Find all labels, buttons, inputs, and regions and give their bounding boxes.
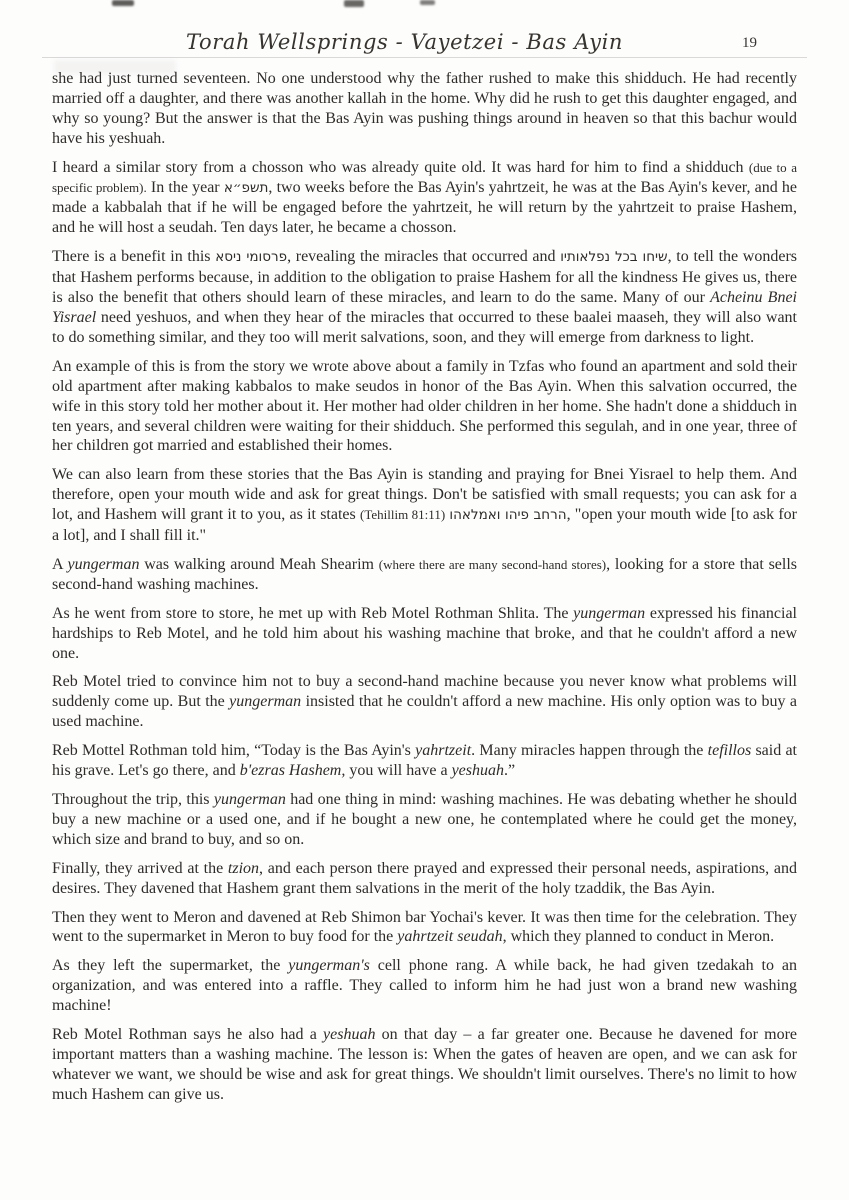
scan-artifact xyxy=(344,0,364,7)
italic-text: tefillos xyxy=(707,742,752,760)
italic-text: yahrtzeit xyxy=(415,742,472,760)
small-note: (Tehillim 81:11) xyxy=(360,507,446,523)
paragraph xyxy=(52,859,797,899)
italic-text: yungerman's xyxy=(288,957,370,975)
paragraph xyxy=(52,604,797,664)
hebrew-text: שיחו בכל נפלאותיו xyxy=(560,249,668,266)
hebrew-text: הרחב פיהו ואמלאהו xyxy=(449,507,567,524)
paragraph xyxy=(52,357,797,457)
italic-text: yungerman xyxy=(67,555,140,573)
body-text: , which they planned to conduct in Meron. xyxy=(502,928,775,946)
italic-text: yungerman xyxy=(229,693,302,711)
body-text: you will have a xyxy=(345,762,452,780)
body-text: I heard a similar story from a chosson who was already quite old. It was hard for him to find a shidduch xyxy=(52,158,749,176)
body-text: , "open your mouth wide [to ask for a lot], and I shall fill it." xyxy=(52,506,797,545)
paragraph xyxy=(52,158,797,239)
paragraph xyxy=(52,465,797,546)
hebrew-text: תשפ״א xyxy=(223,179,269,196)
body-text: , looking for a store that sells second-hand washing machines. xyxy=(52,555,798,593)
body-text: Reb Motel tried to convince him not to buy a second-hand machine because you never know what problems will suddenly come up. But the xyxy=(52,673,797,711)
body-text: she had just turned seventeen. No one understood why the father rushed to make this shidduch. He had recently married off a daughter, and there was another kallah in the home. Why did he rush to get this daughter engaged, and why so young? But the answer is that the Bas Ayin was pushing things around in heaven so that this bachur would have his yeshuah. xyxy=(52,70,797,147)
body-text: Reb Motel Rothman says he also had a xyxy=(52,1026,324,1044)
scan-artifact xyxy=(112,0,134,6)
hebrew-text: פרסומי ניסא xyxy=(215,249,288,266)
italic-text: yeshuah xyxy=(451,762,504,780)
small-note: (where there are many second-hand stores) xyxy=(378,556,607,572)
body-text: An example of this is from the story we wrote above about a family in Tzfas who found an apartment and sold their old apartment after making kabbalos to make seudos in honor of the Bas Ayin. When this salvation occurred, the wife in this story told her mother about it. Her mother had older children in her home. She hadn't done a shidduch in ten years, and several children were waiting for their shidduch. She performed this segulah, and in one year, three of her children got married and established their homes. xyxy=(52,357,797,455)
body-text: As he went from store to store, he met up with Reb Motel Rothman Shlita. The xyxy=(52,604,574,622)
italic-text: Acheinu Bnei Yisrael xyxy=(52,289,797,326)
body-text: had one thing in mind: washing machines. He was debating whether he should buy a new machine or a used one, and if he bought a new one, he contemplated where he could get the money, which size and brand to buy, and so on. xyxy=(52,791,798,848)
page-title: Torah Wellsprings - Vayetzei - Bas Ayin xyxy=(185,30,624,54)
body-text: was walking around Meah Shearim xyxy=(139,555,379,573)
body-text: As they left the supermarket, the xyxy=(52,957,289,975)
paragraph xyxy=(52,69,797,149)
small-note: (due to a specific problem). xyxy=(52,159,797,195)
body-text: A xyxy=(52,555,68,573)
paragraph xyxy=(52,741,797,781)
paragraph-list xyxy=(52,69,797,1114)
body-text: expressed his financial hardships to Reb Motel, and he told him about his washing machine that broke, and that he couldn't afford a new one. xyxy=(52,604,797,662)
body-text: cell phone rang. A while back, he had given tzedakah to an organization, and was entered into a raffle. They called to inform him he had just won a brand new washing machine! xyxy=(52,957,798,1015)
italic-text: yungerman xyxy=(573,604,646,622)
italic-text: tzion xyxy=(227,859,260,877)
body-text: Reb Mottel Rothman told him, “Today is the Bas Ayin's xyxy=(52,742,416,760)
body-text: on that day – a far greater one. Because he davened for more important matters than a washing machine. The lesson is: When the gates of heaven are open, and we can ask for whatever we want, we should be wise and ask for great things. We shouldn't limit ourselves. There's no limit to how much Hashem can give us. xyxy=(52,1026,797,1103)
page-header xyxy=(52,30,797,60)
paragraph xyxy=(52,956,797,1016)
body-text: , two weeks before the Bas Ayin's yahrtzeit, he was at the Bas Ayin's kever, and he made a kabbalah that if he will be engaged before the yahrtzeit, he will return by the yahrtzeit to praise Hashem, and he will host a seudah. Ten days later, he became a chosson. xyxy=(52,178,798,237)
body-text: said at his grave. Let's go there, and xyxy=(52,742,798,780)
scan-artifact xyxy=(420,0,435,5)
italic-text: b'ezras Hashem, xyxy=(239,762,346,780)
body-text: .” xyxy=(504,762,516,780)
italic-text: yungerman xyxy=(213,791,286,808)
body-text: need yeshuos, and when they hear of the miracles that occurred to these baalei maaseh, they will also want to do something similar, and they too will merit salvations, soon, and they will emerge from darkness to light. xyxy=(52,308,797,346)
body-text: Then they went to Meron and davened at Reb Shimon bar Yochai's kever. It was then time for the celebration. They went to the supermarket in Meron to buy food for the xyxy=(52,908,797,946)
body-text: Throughout the trip, this xyxy=(52,791,214,808)
paragraph xyxy=(52,555,797,595)
body-text: We can also learn from these stories that the Bas Ayin is standing and praying for Bnei Yisrael to help them. And therefore, open your mouth wide and ask for great things. Don't be satisfied with small requests; you can ask for a lot, and Hashem will grant it to you, as it states xyxy=(52,466,797,524)
body-text: , revealing the miracles that occurred and xyxy=(287,248,561,266)
italic-text: yahrtzeit seudah xyxy=(397,928,503,946)
paragraph xyxy=(52,1025,797,1105)
body-text: insisted that he couldn't afford a new machine. His only option was to buy a used machine. xyxy=(52,693,797,731)
header-divider xyxy=(42,57,807,58)
body-text: There is a benefit in this xyxy=(52,248,216,266)
body-text: In the year xyxy=(146,178,224,196)
body-text: , to tell the wonders that Hashem performs because, in addition to the obligation to praise Hashem for all the kindness He gives us, there is also the benefit that others should learn of these miracles, and learn to do the same. Many of our xyxy=(52,248,798,307)
paragraph xyxy=(52,247,797,348)
body-text: , and each person there prayed and expressed their personal needs, aspirations, and desires. They davened that Hashem grant them salvations in the merit of the holy tzaddik, the Bas Ayin. xyxy=(52,859,797,897)
page-number: 19 xyxy=(742,35,757,51)
body-text: Finally, they arrived at the xyxy=(52,859,228,877)
paragraph xyxy=(52,790,797,850)
paragraph xyxy=(52,672,797,732)
paragraph xyxy=(52,908,797,948)
italic-text: yeshuah xyxy=(323,1026,376,1044)
body-text: . Many miracles happen through the xyxy=(471,742,708,760)
